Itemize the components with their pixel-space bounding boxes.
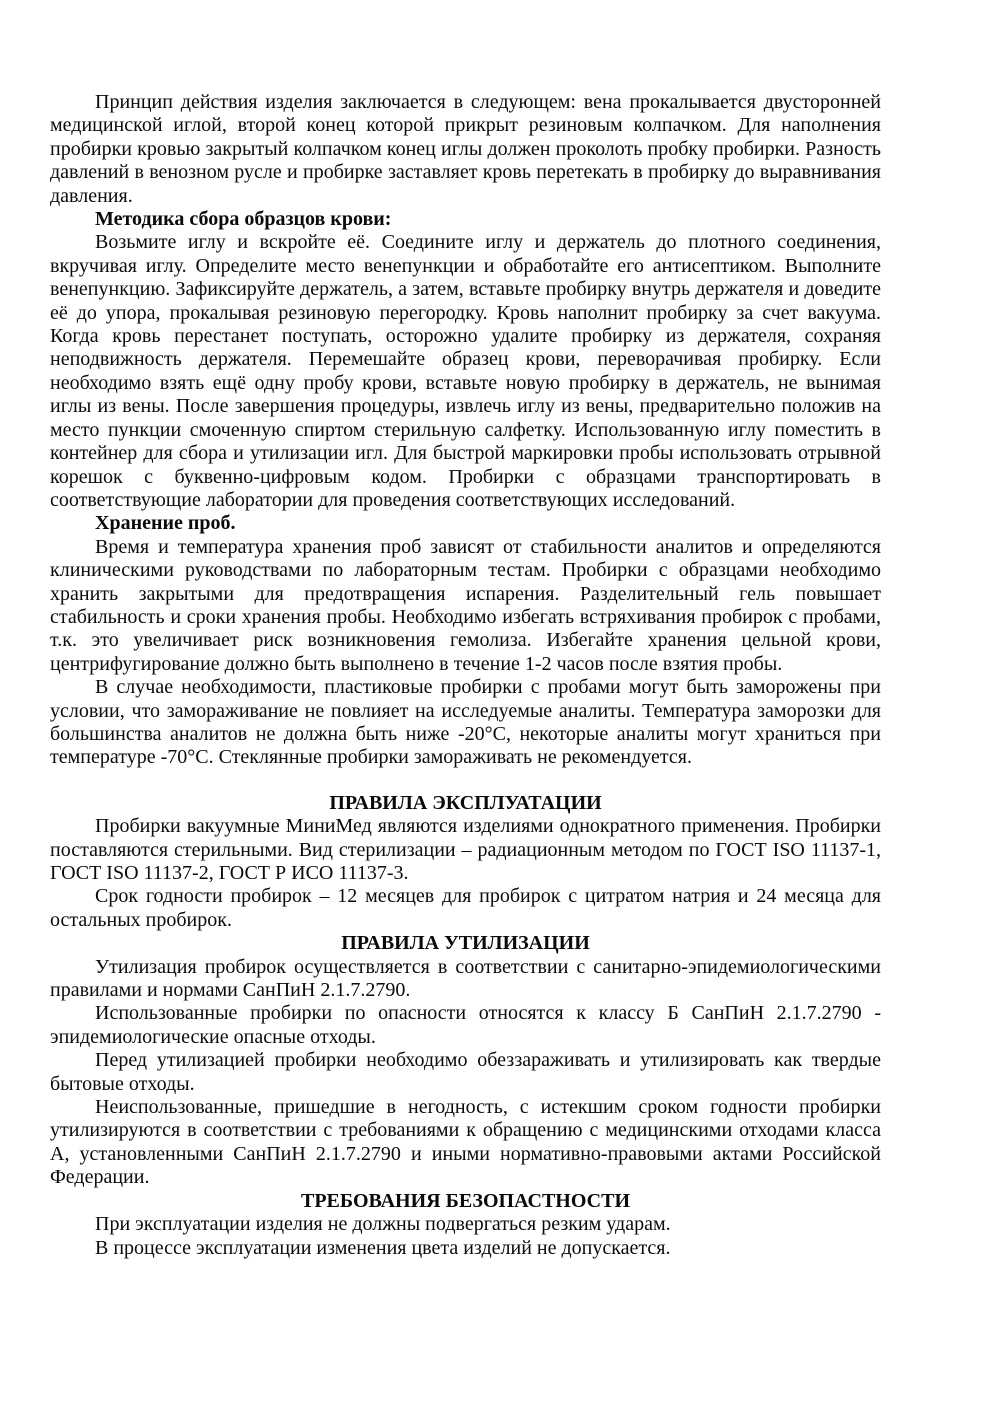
paragraph-no-color-change: В процессе эксплуатации изменения цвета изделий не допускается. [95, 1236, 671, 1259]
heading-sample-storage: Хранение проб. [95, 512, 236, 535]
paragraph-decontamination: Перед утилизацией пробирки необходимо обеззараживать и утилизировать как твердые бытовые отходы. [50, 1049, 881, 1095]
heading-blood-collection-method: Методика сбора образцов крови: [95, 208, 392, 231]
heading-operation-rules: ПРАВИЛА ЭКСПЛУАТАЦИИ [329, 791, 602, 814]
paragraph-used-tubes-class-b: Использованные пробирки по опасности относятся к классу Б СанПиН 2.1.7.2790 - эпидемиологические опасные отходы. [50, 1002, 881, 1048]
paragraph-shelf-life: Срок годности пробирок – 12 месяцев для пробирок с цитратом натрия и 24 месяца для остальных пробирок. [50, 885, 881, 931]
paragraph-unused-tubes-disposal: Неиспользованные, пришедшие в негодность, с истекшим сроком годности пробирки утилизируются в соответствии с требованиями к обращению с медицинскими отходами класса А, установленными СанПиН 2.1.7.2790 и иными нормативно-правовыми актами Российской Федерации. [50, 1096, 881, 1189]
paragraph-storage-conditions: Время и температура хранения проб зависят от стабильности аналитов и определяются клиническими руководствами по лабораторным тестам. Пробирки с образцами необходимо хранить закрытыми для предотвращения испарения. Разделительный гель повышает стабильность и сроки хранения пробы. Необходимо избегать встряхивания пробирок с пробами, т.к. это увеличивает риск возникновения гемолиза. Избегайте хранения цельной крови, центрифугирование должно быть выполнено в течение 1-2 часов после взятия пробы. [50, 535, 881, 675]
paragraph-no-sharp-impacts: При эксплуатации изделия не должны подвергаться резким ударам. [95, 1213, 671, 1236]
paragraph-single-use-sterilization: Пробирки вакуумные МиниМед являются изделиями однократного применения. Пробирки поставляются стерильными. Вид стерилизации – радиационным методом по ГОСТ ISO 11137-1, ГОСТ ISO 11137-2, ГОСТ Р ИСО 11137-3. [50, 815, 881, 884]
paragraph-collection-procedure: Возьмите иглу и вскройте её. Соедините иглу и держатель до плотного соединения, вкручивая иглу. Определите место венепункции и обработайте его антисептиком. Выполните венепункцию. Зафиксируйте держатель, а затем, вставьте пробирку внутрь держателя и доведите её до упора, прокалывая резиновую перегородку. Кровь наполнит пробирку за счет вакуума. Когда кровь перестанет поступать, осторожно удалите пробирку из держателя, сохраняя неподвижность держателя. Перемешайте образец крови, переворачивая пробирку. Если необходимо взять ещё одну пробу крови, вставьте новую пробирку в держатель, не вынимая иглы из вены. После завершения процедуры, извлечь иглу из вены, предварительно положив на место пункции смоченную спиртом стерильную салфетку. Использованную иглу поместить в контейнер для сбора и утилизации игл. Для быстрой маркировки пробы использовать отрывной корешок с буквенно-цифровым кодом. Пробирки с образцами транспортировать в соответствующие лаборатории для проведения соответствующих исследований. [50, 231, 881, 511]
heading-safety-requirements: ТРЕБОВАНИЯ БЕЗОПАСТНОСТИ [300, 1189, 631, 1212]
paragraph-operating-principle: Принцип действия изделия заключается в следующем: вена прокалывается двусторонней медицинской иглой, второй конец которой прикрыт резиновым колпачком. Для наполнения пробирки кровью закрытый колпачком конец иглы должен проколоть пробку пробирки. Разность давлений в венозном русле и пробирке заставляет кровь перетекать в пробирку до выравнивания давления. [50, 91, 881, 207]
paragraph-disposal-sanpin: Утилизация пробирок осуществляется в соответствии с санитарно-эпидемиологическими правилами и нормами СанПиН 2.1.7.2790. [50, 955, 881, 1002]
heading-disposal-rules: ПРАВИЛА УТИЛИЗАЦИИ [341, 932, 590, 955]
document-text-column [50, 91, 881, 1260]
paragraph-freezing-conditions: В случае необходимости, пластиковые пробирки с пробами могут быть заморожены при условии, что замораживание не повлияет на исследуемые аналиты. Температура заморозки для большинства аналитов не должна быть ниже -20°С, некоторые аналиты могут храниться при температуре -70°С. Стеклянные пробирки замораживать не рекомендуется. [50, 676, 881, 769]
